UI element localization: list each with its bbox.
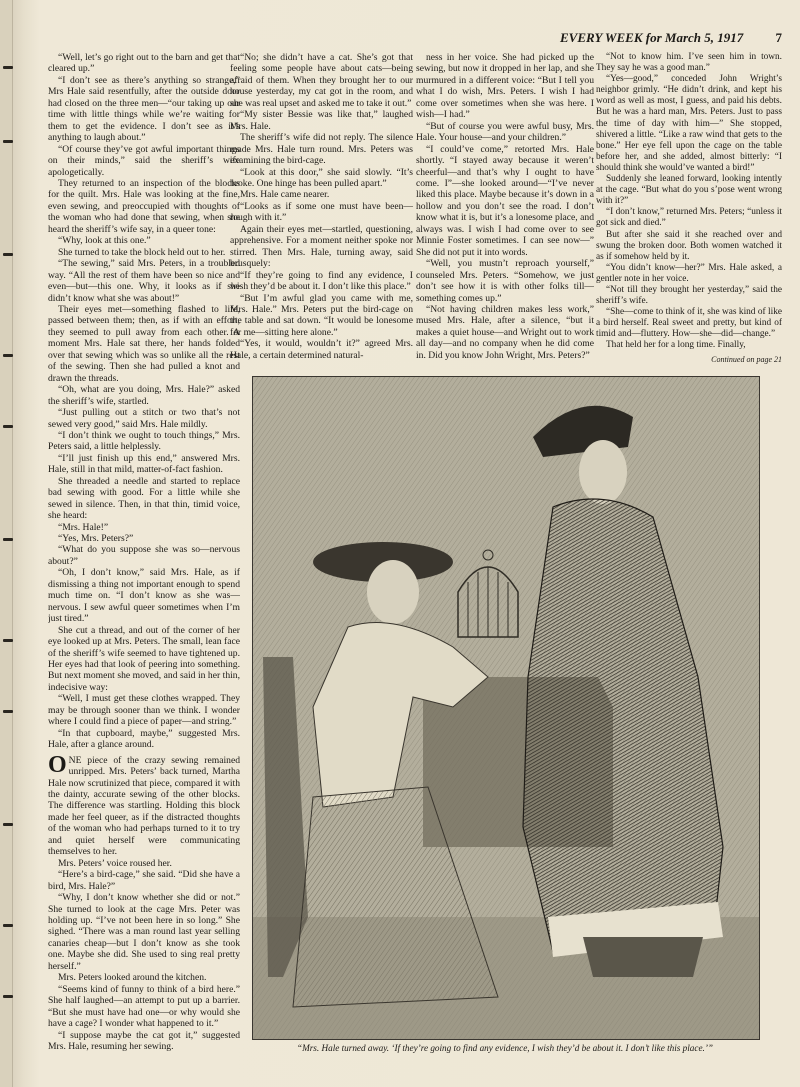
binding-hole bbox=[3, 354, 13, 357]
paragraph: “Not having children makes less work,” mused Mrs. Hale, after a silence, “but it makes a quiet house—and Wright out to work all day—and no company when he did come in. Did you know John Wright, Mrs. Peters?” bbox=[416, 303, 594, 361]
paragraph: “She—come to think of it, she was kind of like a bird herself. Real sweet and pretty, but kind of timid and—fluttery. How—she—did—change.” bbox=[596, 307, 782, 340]
paragraph: “Looks as if some one must have been—rough with it.” bbox=[230, 200, 413, 224]
paragraph: “What do you suppose she was so—nervous about?” bbox=[48, 544, 240, 567]
paragraph: Mrs. Peters’ voice roused her. bbox=[58, 857, 172, 869]
paragraph: “Here’s a bird-cage,” she said. “Did she have a bird, Mrs. Hale?” bbox=[48, 869, 240, 892]
paragraph: Mrs. Peters looked around the kitchen. bbox=[58, 972, 207, 984]
standing-woman-head bbox=[579, 440, 627, 504]
paragraph: “I don’t see as there’s anything so strange,” Mrs Hale said resentfully, after the outside door had closed on the three men—“our taking up our time with little things while we’re waiting for them to get the evidence. I don’t see as it’s anything to laugh about.” bbox=[48, 74, 240, 144]
text-column-4 bbox=[596, 52, 782, 370]
magazine-name: EVERY WEEK bbox=[560, 30, 643, 45]
binding-hole bbox=[3, 425, 13, 428]
paragraph: ness in her voice. She had picked up the sewing, but now it dropped in her lap, and she murmured in a different voice: “But I tell you what I do wish, Mrs. Peters. I wish I had come over sometimes when she was here. I wish—I had.” bbox=[416, 52, 594, 121]
paragraph: “The sewing,” said Mrs. Peters, in a troubled way. “All the rest of them have been so nice and even—but—this one. Why, it looks as if she didn’t know what she was about!” bbox=[48, 258, 240, 304]
standing-woman-skirt bbox=[583, 937, 703, 977]
paragraph: She cut a thread, and out of the corner of her eye looked up at Mrs. Peters. The small, lean face of the sheriff’s wife seemed to have tightened up. Her eyes had that look of peering into something. But next moment she moved, and said in her thin, indecisive way: bbox=[48, 624, 240, 693]
paragraph: “If they’re going to find any evidence, I wish they’d be about it. I don’t like this place.” bbox=[230, 269, 413, 293]
text-column-2 bbox=[230, 52, 413, 370]
illustration-drawing bbox=[253, 377, 759, 1039]
paragraph: “Yes—good,” conceded John Wright’s neighbor grimly. “He didn’t drink, and kept his word as well as most, I guess, and paid his debts. But he was a hard man, Mrs. Peters. Just to pass the time of day with him—” She stopped, shivered a little. “Like a raw wind that gets to the bone.” Her eye fell upon the cage on the table before her, and she added, almost bitterly: “I should think she would’ve wanted a bird!” bbox=[596, 74, 782, 173]
paragraph: She turned to take the block held out to her. bbox=[58, 246, 226, 258]
paragraph: “Just pulling out a stitch or two that’s not sewed very good,” said Mrs. Hale mildly. bbox=[48, 407, 240, 430]
paragraph: “I suppose maybe the cat got it,” suggested Mrs. Hale, resuming her sewing. bbox=[48, 1029, 240, 1052]
paragraph: “I don’t know,” returned Mrs. Peters; “unless it got sick and died.” bbox=[596, 207, 782, 229]
binding-hole bbox=[3, 995, 13, 998]
paragraph: “In that cupboard, maybe,” suggested Mrs. Hale, after a glance around. bbox=[48, 727, 240, 751]
paragraph: “I’ll just finish up this end,” answered Mrs. Hale, still in that mild, matter-of-fact fashion. bbox=[48, 452, 240, 476]
lead-text: NE piece of the crazy sewing remained unripped. Mrs. Peters’ back turned, Martha Hale now scrutinized that piece, compared it with the dainty, accurate sewing of the other blocks. The difference was startling. Holding this block made her feel queer, as if the distracted thoughts of the woman who had perhaps turned to it to try and quiet herself were communicating themselves to her. bbox=[48, 754, 240, 858]
binding-hole bbox=[3, 66, 13, 69]
paragraph: “Not to know him. I’ve seen him in town. They say he was a good man.” bbox=[596, 52, 782, 74]
paragraph: Again their eyes met—startled, questioning, apprehensive. For a moment neither spoke nor stirred. Then Mrs. Hale, turning away, said brusquely: bbox=[230, 223, 413, 270]
paragraph: But after she said it she reached over and swung the broken door. Both women watched it as if somehow held by it. bbox=[596, 229, 782, 262]
section-lead-paragraph bbox=[48, 751, 240, 858]
paragraph: They returned to an inspection of the blocks for the quilt. Mrs. Hale was looking at the fine, even sewing, and preoccupied with thoughts of the woman who had done that sewing, when she heard the sheriff’s wife say, in a queer tone: bbox=[48, 177, 240, 235]
paragraph: “Mrs. Hale!” bbox=[58, 521, 109, 533]
page-number: 7 bbox=[775, 30, 782, 45]
paragraph: “You didn’t know—her?” Mrs. Hale asked, a gentler note in her voice. bbox=[596, 262, 782, 284]
paragraph: “Well, I must get these clothes wrapped. They may be through sooner than we think. I wonder where I could find a piece of paper—and string.” bbox=[48, 693, 240, 728]
paragraph: “Why, I don’t know whether she did or not.” She turned to look at the cage Mrs. Peter was holding up. “I’ve not been here in so long.” She sighed. “There was a man round last year selling canaries cheap—but I don’t know as she took one. Maybe she did. She used to sing real pretty herself.” bbox=[48, 892, 240, 972]
page-header bbox=[560, 30, 782, 50]
paragraph: “Why, look at this one.” bbox=[58, 235, 151, 247]
binding-hole bbox=[3, 538, 13, 541]
paragraph: “My sister Bessie was like that,” laughed Mrs. Hale. bbox=[230, 109, 413, 132]
text-column-1 bbox=[48, 52, 240, 1052]
binding-hole bbox=[3, 924, 13, 927]
binding-hole bbox=[3, 253, 13, 256]
paragraph: “Oh, I don’t know,” said Mrs. Hale, as if dismissing a thing not important enough to spend much time on. “I don’t know as she was—nervous. I sew awful queer sometimes when I’m just tired.” bbox=[48, 567, 240, 625]
paragraph: “Well, let’s go right out to the barn and get that cleared up.” bbox=[48, 52, 240, 75]
seated-woman-head bbox=[367, 560, 419, 624]
header-title bbox=[560, 30, 743, 46]
paragraph: That held her for a long time. Finally, bbox=[606, 340, 746, 351]
text-column-3 bbox=[416, 52, 594, 370]
paragraph: The sheriff’s wife did not reply. The silence made Mrs. Hale turn round. Mrs. Peters was examining the bird-cage. bbox=[230, 132, 413, 167]
issue-date: for March 5, 1917 bbox=[645, 30, 744, 45]
etching-illustration bbox=[252, 376, 760, 1040]
binding-hole bbox=[3, 823, 13, 826]
paragraph: “No; she didn’t have a cat. She’s got that feeling some people have about cats—being afraid of them. When they brought her to our house yesterday, my cat got in the room, and she was real upset and asked me to take it out.” bbox=[230, 52, 413, 109]
paragraph: “Of course they’ve got awful important things on their minds,” said the sheriff’s wife apologetically. bbox=[48, 143, 240, 178]
paragraph: “Yes, Mrs. Peters?” bbox=[58, 533, 134, 545]
paragraph: “Well, you mustn’t reproach yourself,” counseled Mrs. Peters. “Somehow, we just don’t see how it is with other folks till—something comes up.” bbox=[416, 258, 594, 304]
paragraph: “But of course you were awful busy, Mrs. Hale. Your house—and your children.” bbox=[416, 120, 594, 144]
binding-hole bbox=[3, 639, 13, 642]
paragraph: Suddenly she leaned forward, looking intently at the cage. “But what do you s’pose went wrong with it?” bbox=[596, 174, 782, 207]
binding-hole bbox=[3, 710, 13, 713]
drop-cap: O bbox=[48, 751, 67, 778]
paragraph: “I don’t think we ought to touch things,” Mrs. Peters said, a little helplessly. bbox=[48, 429, 240, 453]
paragraph: “Seems kind of funny to think of a bird here.” She half laughed—an attempt to put up a barrier. “But she must have had one—or why would she have a cage? I wonder what happened to it.” bbox=[48, 983, 240, 1030]
paragraph: Their eyes met—something flashed to life, passed between them; then, as if with an effort, they seemed to pull away from each other. A moment Mrs. Hale sat there, her hands folded over that sewing which was so unlike all the rest of the sewing. Then she had pulled a knot and drawn the threads. bbox=[48, 303, 240, 384]
paragraph: “Oh, what are you doing, Mrs. Hale?” asked the sheriff’s wife, startled. bbox=[48, 384, 240, 407]
paragraph: “I could’ve come,” retorted Mrs. Hale shortly. “I stayed away because it weren’t cheerful—and that’s why I ought to have come. I”—she looked around—“I’ve never liked this place. Maybe because it’s down in a hollow and you don’t see the road. I don’t know what it is, but it’s a lonesome place, and always was. I wish I had come over to see Minnie Foster sometimes. I can see now—” She did not put it into words. bbox=[416, 143, 594, 258]
paragraph: “Look at this door,” she said slowly. “It’s broke. One hinge has been pulled apart.” bbox=[230, 166, 413, 189]
paragraph: “Not till they brought her yesterday,” said the sheriff’s wife. bbox=[596, 284, 782, 307]
illustration-caption: “Mrs. Hale turned away. ‘If they’re going to find any evidence, I wish they’d be about it. I don’t like this place.’” bbox=[296, 1043, 714, 1053]
binding-hole bbox=[3, 140, 13, 143]
binding-edge bbox=[0, 0, 13, 1087]
paragraph: She threaded a needle and started to replace bad sewing with good. For a little while she sewed in silence. Then, in that thin, timid voice, she heard: bbox=[48, 475, 240, 522]
continued-note: Continued on page 21 bbox=[711, 354, 782, 364]
paragraph: Mrs. Hale came nearer. bbox=[240, 189, 330, 201]
paragraph: “Yes, it would, wouldn’t it?” agreed Mrs. Hale, a certain determined natural- bbox=[230, 338, 413, 361]
paragraph: “But I’m awful glad you came with me, Mrs. Hale.” Mrs. Peters put the bird-cage on the table and sat down. “It would be lonesome for me—sitting here alone.” bbox=[230, 292, 413, 338]
